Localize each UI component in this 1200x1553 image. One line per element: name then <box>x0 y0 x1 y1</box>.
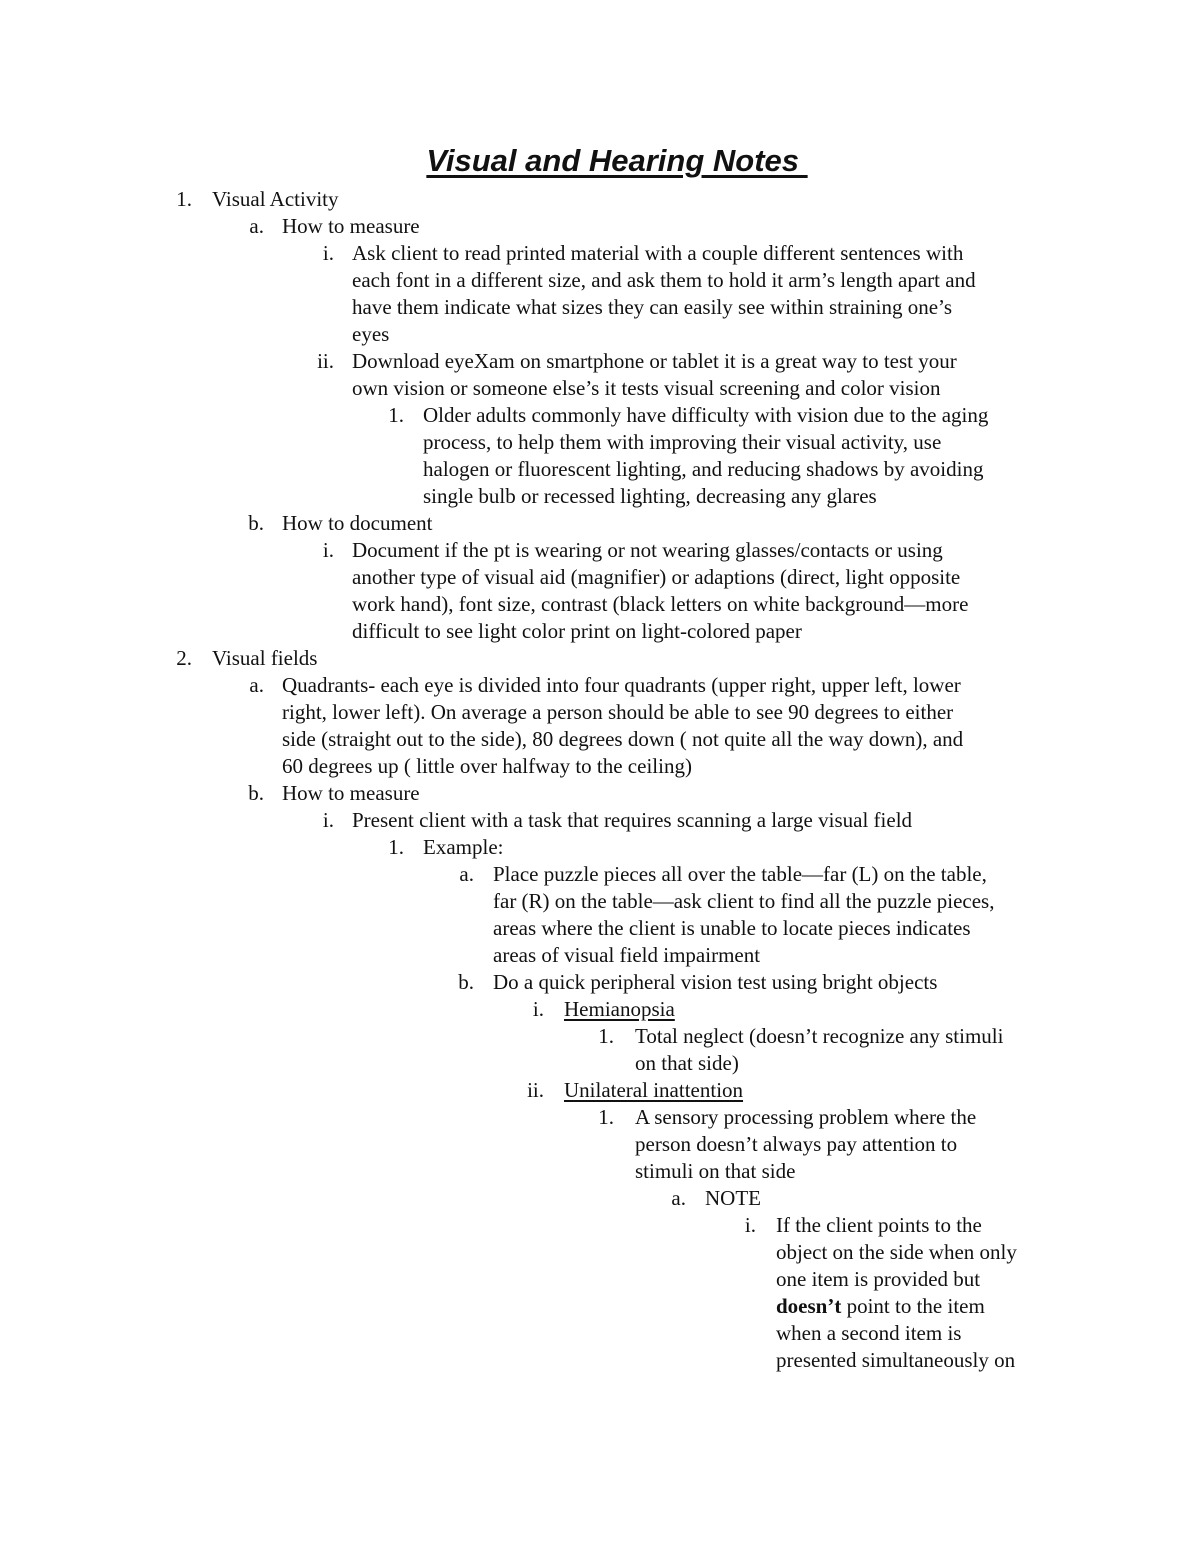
text-line: Ask client to read printed material with a couple different sentences with <box>352 241 964 265</box>
list-text: How to measure <box>282 781 420 805</box>
text-line: Total neglect (doesn’t recognize any stimuli <box>635 1024 1004 1048</box>
list-marker: b. <box>458 970 474 994</box>
list-marker: i. <box>322 538 334 562</box>
list-text: Example: <box>423 835 504 859</box>
text-line: If the client points to the <box>776 1213 982 1237</box>
text-line: Do a quick peripheral vision test using bright objects <box>493 970 938 994</box>
text-line: Place puzzle pieces all over the table—far (L) on the table, <box>493 862 987 886</box>
list-marker: 1. <box>388 403 404 427</box>
list-marker: a. <box>671 1186 686 1210</box>
emphasis-doesnt: doesn’t <box>776 1294 842 1318</box>
text-line: Present client with a task that requires scanning a large visual field <box>352 808 913 832</box>
list-marker: i. <box>532 997 544 1021</box>
list-marker: i. <box>322 808 334 832</box>
list-text: How to measure <box>282 214 420 238</box>
text-line: Older adults commonly have difficulty with vision due to the aging <box>423 403 989 427</box>
list-marker: b. <box>248 781 264 805</box>
document-page: Visual and Hearing Notes 1. Visual Activity a. How to measure i. Ask client to read printed material with a couple different sentences with each font in a different size, and ask them to hold it arm’s length apart and have them indicate what sizes they can easily see within straining one’s eyes ii. Download eyeXam on smartphone or tablet it is a great way to test your own vision or someone else’s it tests visual screening and color vision 1. Older adults commonly have difficulty with vision due to the aging process, to help them with improving their visual activity, use halogen or fluorescent lighting, and reducing shadows by avoiding single bulb or recessed lighting, decreasing any glares b. How to document i. Document if the pt is wearing or not wearing glasses/contacts or using another type of visual aid (magnifier) or adaptions (direct, light opposite work hand), font size, contrast (black letters on white background—more difficult to see light color print on light-colored paper 2. Visual fields a. Quadrants- each eye is divided into four quadrants (upper right, upper left, lower right, lower left). On average a person should be able to see 90 degrees to either side (straight out to the side), 80 degrees down ( not quite all the way down), and 60 degrees up ( little over halfway to the ceiling) b. How to measure i. Present client with a task that requires scanning a large visual field 1. Example: a. Place puzzle pieces all over the table—far (L) on the table, far (R) on the table—ask client to find all the puzzle pieces, areas where the client is unable to locate pieces indicates areas of visual field impairment b. Do a quick peripheral vision test using bright objects i. Hemianopsia 1. Total neglect (doesn’t recognize any stimuli on that side) ii. Unilateral inattention 1. A sensory processing problem where the person doesn’t always pay attention to stimuli on that side a. NOTE i. If the client points to the object on the side when only one item is provided but doesn’t point to the item when a second item is presented simultaneously on <box>0 0 1200 1553</box>
list-marker: 1. <box>176 187 192 211</box>
text-fragment: point to the item <box>841 1294 985 1318</box>
text-line: Document if the pt is wearing or not wearing glasses/contacts or using <box>352 538 943 562</box>
page-title: Visual and Hearing Notes <box>426 143 808 178</box>
note-label: NOTE <box>705 1186 761 1210</box>
list-marker: ii. <box>527 1078 544 1102</box>
list-text: How to document <box>282 511 433 535</box>
list-marker: 1. <box>598 1105 614 1129</box>
text-line: Download eyeXam on smartphone or tablet it is a great way to test your <box>352 349 957 373</box>
unilateral-inattention-heading: Unilateral inattention <box>564 1078 744 1102</box>
list-marker: a. <box>249 673 264 697</box>
hemianopsia-heading: Hemianopsia <box>564 997 675 1021</box>
text-line: A sensory processing problem where the <box>635 1105 977 1129</box>
text-line: Quadrants- each eye is divided into four quadrants (upper right, upper left, lower <box>282 673 961 697</box>
list-marker: a. <box>249 214 264 238</box>
list-marker: 1. <box>598 1024 614 1048</box>
list-marker: 1. <box>388 835 404 859</box>
list-marker: b. <box>248 511 264 535</box>
list-marker: a. <box>459 862 474 886</box>
list-marker: 2. <box>176 646 192 670</box>
list-marker: i. <box>322 241 334 265</box>
list-marker: ii. <box>317 349 334 373</box>
list-marker: i. <box>744 1213 756 1237</box>
section-heading: Visual fields <box>212 646 318 670</box>
section-heading: Visual Activity <box>212 187 339 211</box>
